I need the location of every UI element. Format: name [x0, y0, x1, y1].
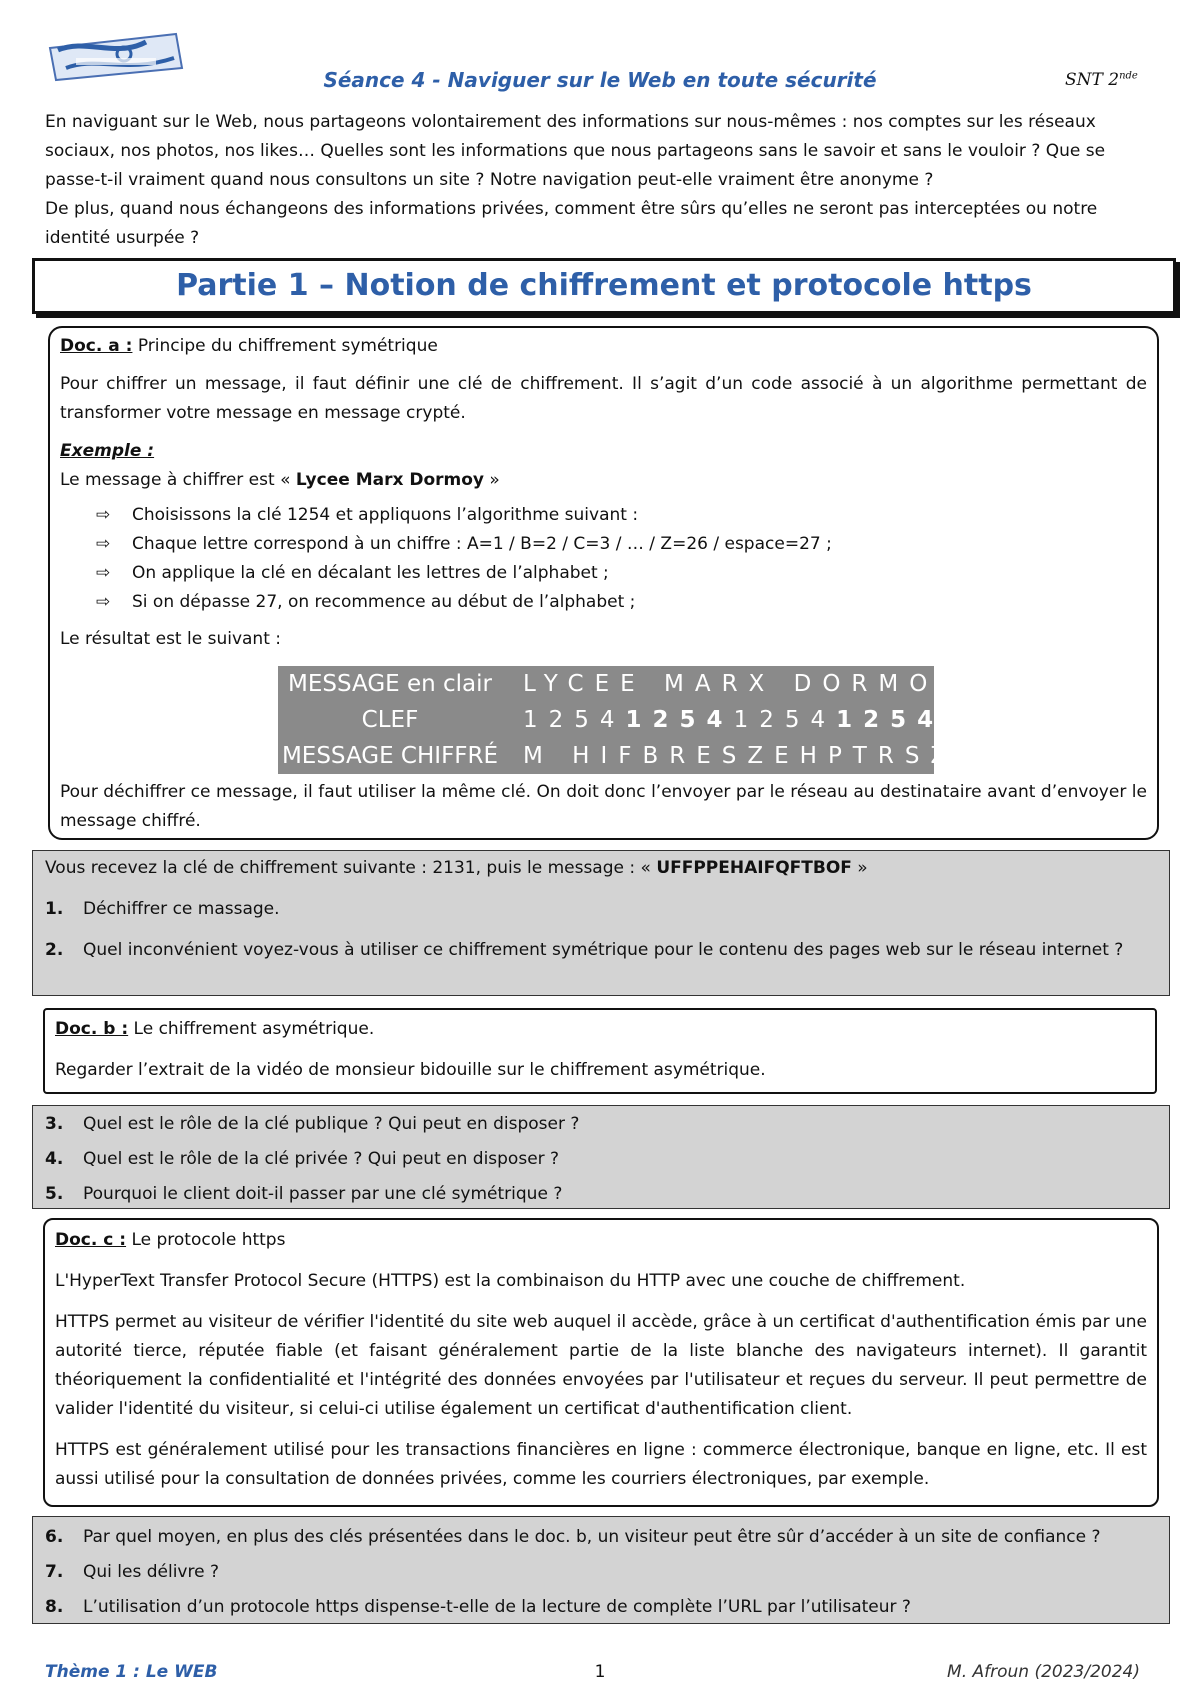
- question-item: [45, 1558, 1157, 1587]
- footer-theme: Thème 1 : Le WEB: [45, 1662, 218, 1682]
- doc-b-title: Le chiffrement asymétrique.: [128, 1019, 375, 1039]
- doc-c-title: Le protocole https: [126, 1230, 286, 1250]
- row-label-key: CLEF: [361, 707, 419, 733]
- question-item: [45, 1145, 1157, 1174]
- question-number: 1.: [45, 899, 64, 919]
- question-text: L’utilisation d’un protocole https dispense-t-elle de la lecture de complète l’URL par l’utilisateur ?: [83, 1597, 911, 1617]
- question-item: [45, 895, 1157, 924]
- question-text: Pourquoi le client doit-il passer par une clé symétrique ?: [83, 1184, 563, 1204]
- question-number: 3.: [45, 1114, 64, 1134]
- encrypted-message: UFFPPEHAIFQFTBOF: [656, 858, 852, 878]
- table-row: [278, 666, 963, 702]
- example-message: [60, 466, 1147, 495]
- arrow-icon: ⇨: [96, 505, 111, 525]
- footer-author: M. Afroun (2023/2024): [947, 1662, 1140, 1682]
- result-intro: Le résultat est le suivant :: [60, 629, 281, 649]
- question-item: [45, 1593, 1157, 1622]
- question-text: Quel est le rôle de la clé publique ? Qui peut en disposer ?: [83, 1114, 580, 1134]
- row-label-clear: MESSAGE en clair: [287, 671, 492, 697]
- page-title: Séance 4 - Naviguer sur le Web en toute sécurité: [323, 68, 877, 92]
- question-item: [45, 1180, 1157, 1209]
- doc-a-para1: Pour chiffrer un message, il faut définir une clé de chiffrement. Il s’agit d’un code associé à un algorithme permettant de transformer votre message en message crypté.: [60, 374, 1147, 423]
- table-row: [278, 702, 970, 738]
- key-intro: [45, 854, 1157, 883]
- row-value-cipher: M HIFBRESZEHPTRSZ: [523, 743, 958, 769]
- intro-paragraph-2: De plus, quand nous échangeons des informations privées, comment être sûrs qu’elles ne seront pas interceptées ou notre identité usurpée ?: [45, 199, 1098, 248]
- row-value-key: [523, 702, 970, 738]
- doc-a-heading: [60, 332, 1147, 361]
- message-value: Lycee Marx Dormoy: [295, 470, 484, 490]
- part-title: Partie 1 – Notion de chiffrement et protocole https: [176, 268, 1032, 303]
- doc-c-heading: [55, 1226, 1147, 1255]
- question-item: [45, 1523, 1157, 1552]
- doc-b-text: Regarder l’extrait de la vidéo de monsieur bidouille sur le chiffrement asymétrique.: [55, 1060, 766, 1080]
- level-text: SNT 2: [1065, 70, 1120, 90]
- question-number: 8.: [45, 1597, 64, 1617]
- cipher-table: [278, 666, 970, 774]
- arrow-icon: ⇨: [96, 592, 111, 612]
- step-text: Chaque lettre correspond à un chiffre : A=1 / B=2 / C=3 / … / Z=26 / espace=27 ;: [132, 534, 832, 554]
- step-text: On applique la clé en décalant les lettres de l’alphabet ;: [132, 563, 609, 583]
- question-block-2: [32, 1105, 1170, 1209]
- list-item: [92, 559, 1147, 588]
- step-text: Si on dépasse 27, on recommence au début de l’alphabet ;: [132, 592, 636, 612]
- question-text: Déchiffrer ce massage.: [83, 899, 280, 919]
- list-item: [92, 501, 1147, 530]
- key-segment-bold: 1254: [625, 707, 734, 733]
- intro-paragraph-1: En naviguant sur le Web, nous partageons volontairement des informations sur nous-mêmes : nos comptes sur les réseaux sociaux, nos photos, nos likes… Quelles sont les informations que nous partageons sans le savoir et sans le vouloir ? Que se passe-t-il vraiment quand nous consultons un site ? Notre navigation peut-elle vraiment être anonyme ?: [45, 112, 1106, 190]
- question-list: [45, 895, 1157, 965]
- key-segment-bold: 1254: [836, 707, 945, 733]
- doc-a-para2: Pour déchiffrer ce message, il faut utiliser la même clé. On doit donc l’envoyer par le réseau au destinataire avant d’envoyer le message chiffré.: [60, 782, 1147, 831]
- doc-a-label: Doc. a :: [60, 336, 133, 356]
- list-item: [92, 530, 1147, 559]
- table-row: [278, 738, 958, 774]
- key-segment: 1: [944, 707, 970, 733]
- list-item: [92, 588, 1147, 617]
- arrow-icon: ⇨: [96, 534, 111, 554]
- level-label: [1065, 70, 1138, 90]
- question-text: Quel est le rôle de la clé privée ? Qui peut en disposer ?: [83, 1149, 560, 1169]
- message-suffix: »: [484, 470, 500, 490]
- question-item: [45, 1110, 1157, 1139]
- key-segment: 1254: [733, 707, 837, 733]
- doc-a-title: Principe du chiffrement symétrique: [132, 336, 438, 356]
- question-text: Par quel moyen, en plus des clés présentées dans le doc. b, un visiteur peut être sûr d’accéder à un site de confiance ?: [83, 1527, 1101, 1547]
- row-value-clear: LYCEE MARX DORMOY: [523, 671, 963, 697]
- question-number: 2.: [45, 940, 64, 960]
- question-number: 4.: [45, 1149, 64, 1169]
- doc-b-heading: [55, 1015, 1145, 1044]
- question-text: Quel inconvénient voyez-vous à utiliser ce chiffrement symétrique pour le contenu des pages web sur le réseau internet ?: [83, 940, 1124, 960]
- doc-b-label: Doc. b :: [55, 1019, 129, 1039]
- intro-text: [45, 108, 1165, 253]
- question-text: Qui les délivre ?: [83, 1562, 219, 1582]
- step-text: Choisissons la clé 1254 et appliquons l’algorithme suivant :: [132, 505, 639, 525]
- question-number: 5.: [45, 1184, 64, 1204]
- page-number: 1: [594, 1662, 606, 1682]
- arrow-icon: ⇨: [96, 563, 111, 583]
- key-segment: 1254: [523, 707, 626, 733]
- question-item: [45, 936, 1157, 965]
- key-intro-prefix: Vous recevez la clé de chiffrement suivante : 2131, puis le message : «: [45, 858, 657, 878]
- doc-c-para2: HTTPS permet au visiteur de vérifier l'identité du site web auquel il accède, grâce à un certificat d'authentification émis par une autorité tierce, réputée fiable (et faisant généralement partie de la liste blanche des navigateurs internet). Il garantit théoriquement la confidentialité et l'intégrité des données envoyées par l'utilisateur et reçues du serveur. Il peut permettre de valider l'identité du visiteur, si celui-ci utilise également un certificat d'authentification client.: [55, 1312, 1147, 1419]
- question-number: 7.: [45, 1562, 64, 1582]
- level-sup: nde: [1119, 70, 1138, 82]
- row-label-cipher: MESSAGE CHIFFRÉ: [281, 743, 499, 769]
- example-label: Exemple :: [60, 441, 155, 461]
- question-list: [45, 1523, 1157, 1622]
- algorithm-steps: [92, 501, 1147, 617]
- question-block-1: [32, 850, 1170, 996]
- key-intro-suffix: »: [851, 858, 868, 878]
- part-title-box: [32, 258, 1176, 314]
- doc-b-box: [43, 1008, 1157, 1094]
- message-prefix: Le message à chiffrer est «: [60, 470, 296, 490]
- doc-c-box: [43, 1218, 1159, 1507]
- doc-c-para3: HTTPS est généralement utilisé pour les transactions financières en ligne : commerce électronique, banque en ligne, etc. Il est aussi utilisé pour la consultation de données privées, comme les courriers électroniques, par exemple.: [55, 1440, 1147, 1489]
- question-block-3: [32, 1516, 1170, 1624]
- doc-c-label: Doc. c :: [55, 1230, 127, 1250]
- question-list: [45, 1110, 1157, 1209]
- question-number: 6.: [45, 1527, 64, 1547]
- doc-c-para1: L'HyperText Transfer Protocol Secure (HTTPS) est la combinaison du HTTP avec une couche de chiffrement.: [55, 1271, 966, 1291]
